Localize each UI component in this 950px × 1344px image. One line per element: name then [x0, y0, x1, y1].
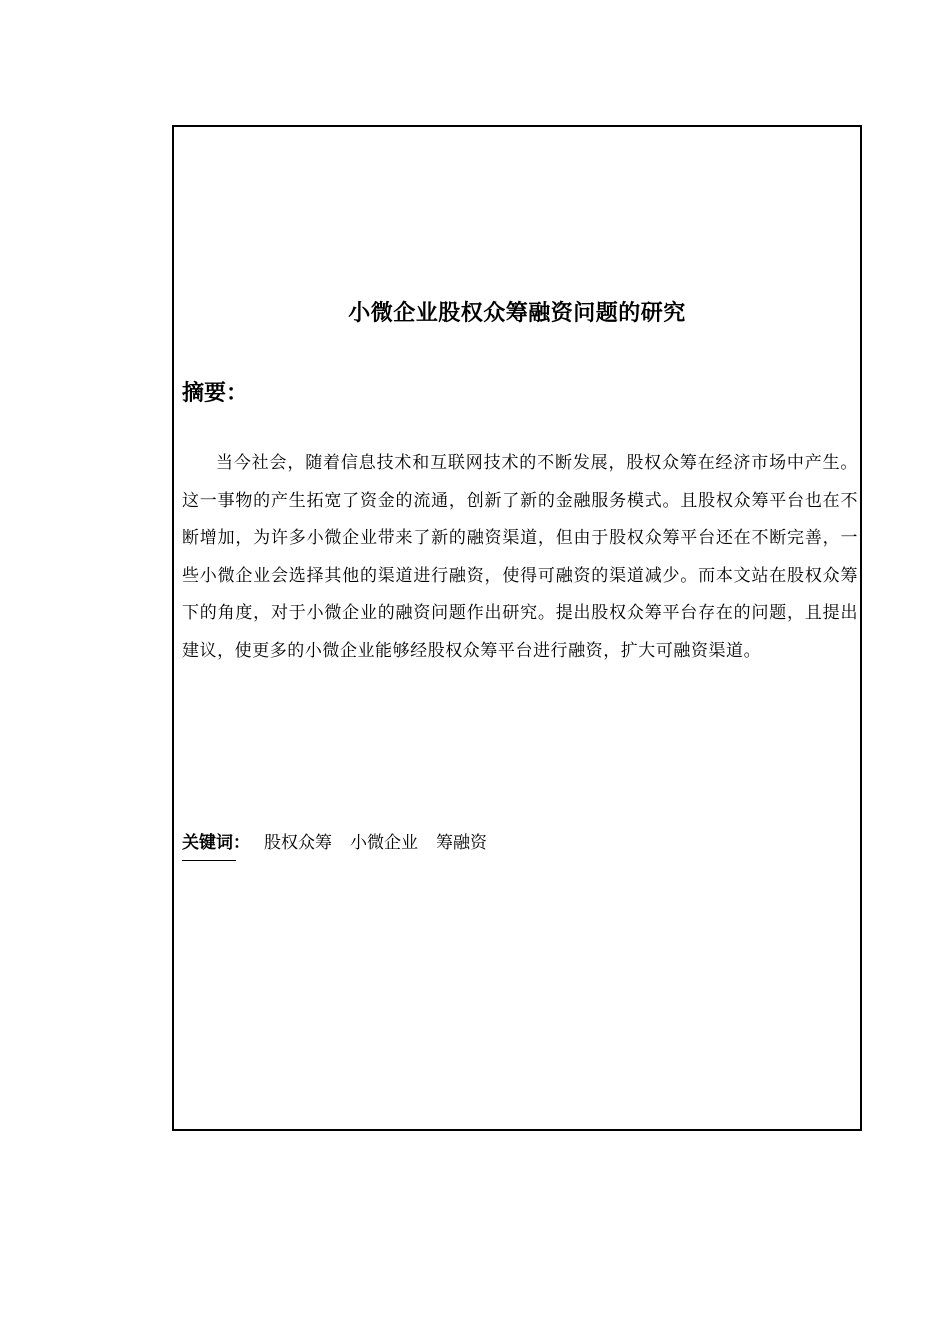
- abstract-heading: 摘要：: [182, 381, 249, 406]
- abstract-body: 当今社会，随着信息技术和互联网技术的不断发展，股权众筹在经济市场中产生。这一事物的产生拓宽了资金的流通，创新了新的金融服务模式。且股权众筹平台也在不断增加，为许多小微企业带来了新的融资渠道，但由于股权众筹平台还在不断完善，一些小微企业会选择其他的渠道进行融资，使得可融资的渠道减少。而本文站在股权众筹下的角度，对于小微企业的融资问题作出研究。提出股权众筹平台存在的问题，且提出建议，使更多的小微企业能够经股权众筹平台进行融资，扩大可融资渠道。: [182, 453, 858, 661]
- document-frame: [172, 125, 862, 1131]
- keyword-item: 小微企业: [350, 833, 418, 853]
- keyword-item: 股权众筹: [264, 833, 332, 853]
- document-title: 小微企业股权众筹融资问题的研究: [348, 301, 686, 326]
- keywords-underline: [182, 860, 236, 861]
- keywords-label: 关键词：: [182, 833, 250, 853]
- keyword-item: 筹融资: [436, 833, 487, 853]
- keywords-line: [182, 830, 505, 856]
